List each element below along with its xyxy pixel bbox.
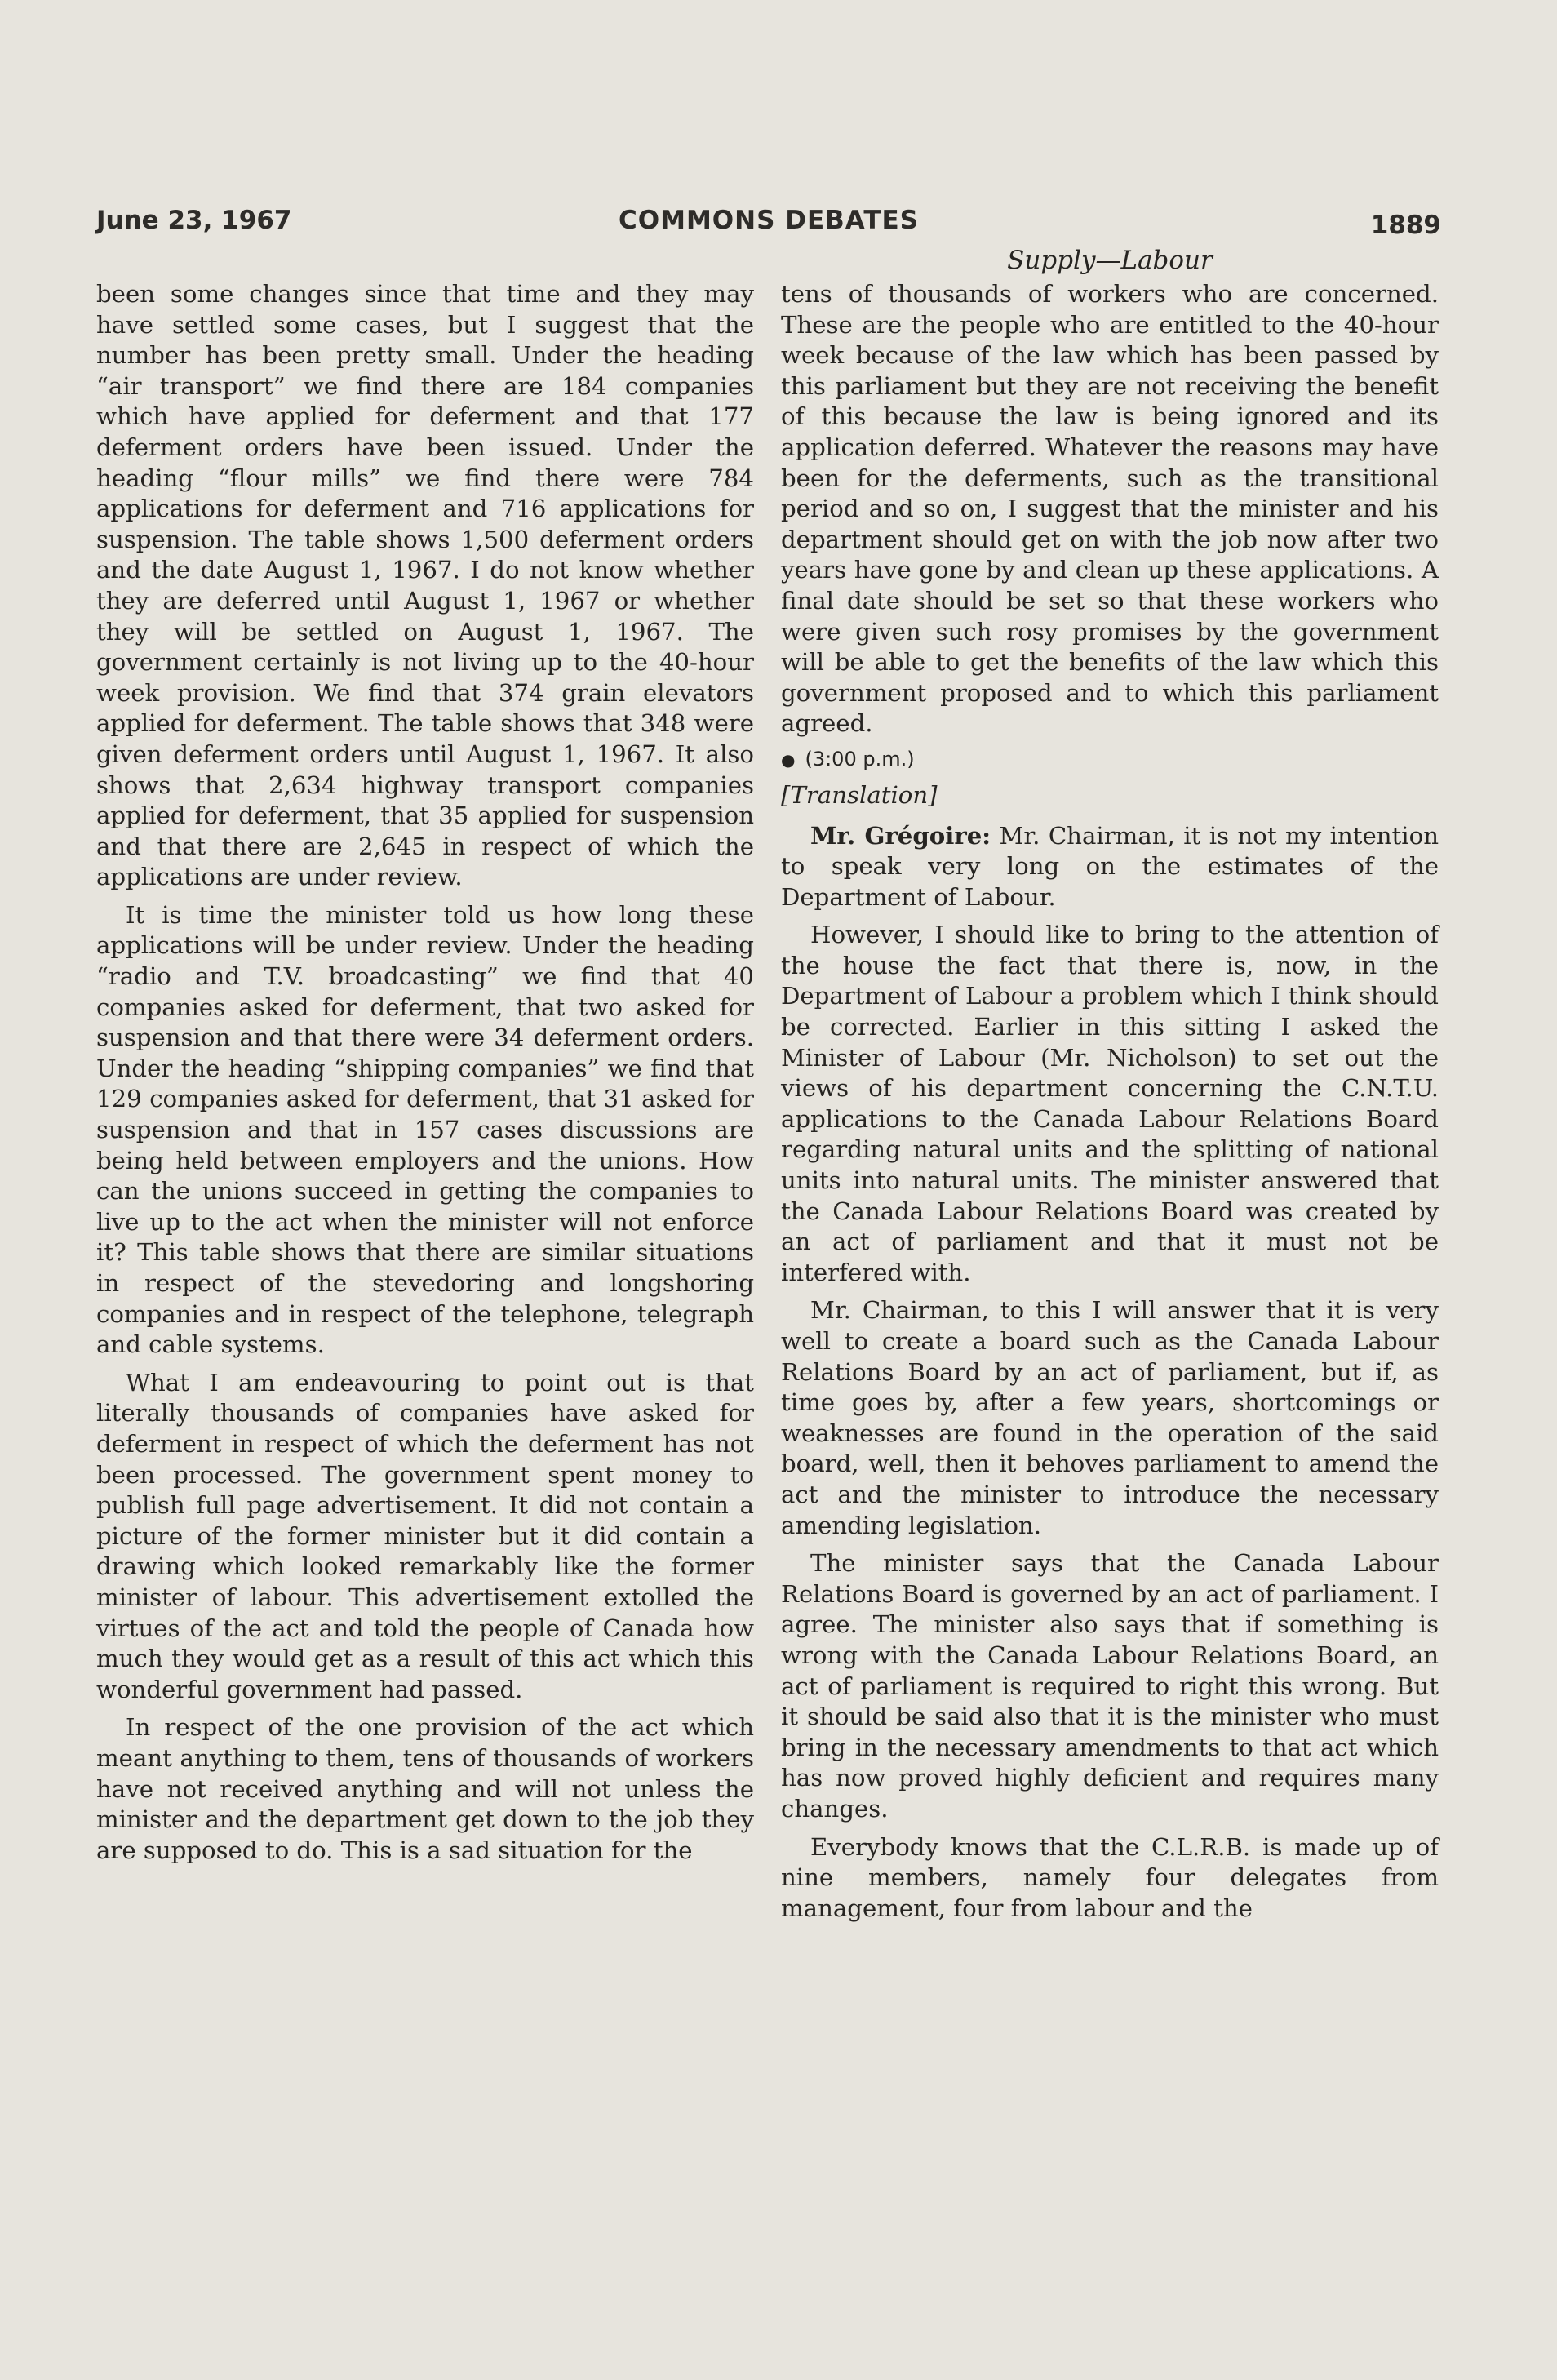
paragraph: It is time the minister told us how long these applications will be under review. Under the heading “radio and T.V. broadcasting” we find that 40 companies asked for deferment, that two asked for suspension and that there were 34 deferment orders. Under the heading “shipping companies” we find that 129 companies asked for deferment, that 31 asked for suspension and that in 157 cases discussions are being held between employers and the unions. How can the unions succeed in getting the companies to live up to the act when the minister will not enforce it? This table shows that there are similar situations in respect of the stevedoring and longshoring companies and in respect of the telephone, telegraph and cable systems. (96, 900, 754, 1359)
header-date: June 23, 1967 (96, 206, 292, 235)
paragraph: What I am endeavouring to point out is that literally thousands of companies have asked for deferment in respect of which the deferment has not been processed. The government spent money to publish full page advertisement. It did not contain a picture of the former minister but it did contain a drawing which looked remarkably like the former minister of labour. This advertisement extolled the virtues of the act and told the people of Canada how much they would get as a result of this act which this wonderful government had passed. (96, 1368, 754, 1703)
running-head: Supply—Labour (1007, 246, 1213, 275)
translation-label: [Translation] (781, 780, 938, 809)
paragraph: been some changes since that time and they may have settled some cases, but I suggest that the number has been pretty small. Under the heading “air transport” we find there are 184 companies which have applied for deferment and that 177 deferment orders have been issued. Under the heading “flour mills” we find there were 784 applications for deferment and 716 applications for suspension. The table shows 1,500 deferment orders and the date August 1, 1967. I do not know whether they are deferred until August 1, 1967 or whether they will be settled on August 1, 1967. The government certainly is not living up to the 40-hour week provision. We find that 374 grain elevators applied for deferment. The table shows that 348 were given deferment orders until August 1, 1967. It also shows that 2,634 highway transport companies applied for deferment, that 35 applied for suspension and that there are 2,645 in respect of which the applications are under review. (96, 280, 754, 891)
right-column (781, 246, 1439, 1931)
speaker-paragraph (781, 821, 1439, 913)
bullet-icon: ● (781, 749, 796, 770)
speaker-text: Mr. Chairman, it is not my intention to speak very long on the estimates of the Department of Labour. (781, 821, 1439, 911)
header-title: COMMONS DEBATES (619, 206, 919, 235)
paragraph: In respect of the one provision of the act which meant anything to them, tens of thousands of workers have not received anything and will not unless the minister and the department get down to the job they are supposed to do. This is a sad situation for the (96, 1713, 754, 1864)
page-header (96, 206, 1441, 246)
paragraph: The minister says that the Canada Labour Relations Board is governed by an act of parliament. I agree. The minister also says that if something is wrong with the Canada Labour Relations Board, an act of parliament is required to right this wrong. But it should be said also that it is the minister who must bring in the necessary amendments to that act which has now proved highly deficient and requires many changes. (781, 1549, 1439, 1823)
speaker-name: Mr. Grégoire: (810, 821, 991, 850)
page-number: 1889 (1370, 211, 1441, 240)
left-column (96, 279, 754, 1873)
paragraph: tens of thousands of workers who are concerned. These are the people who are entitled to the 40-hour week because of the law which has been passed by this parliament but they are not receiving the benefit of this because the law is being ignored and its application deferred. Whatever the reasons may have been for the deferments, such as the transitional period and so on, I suggest that the minister and his department should get on with the job now after two years have gone by and clean up these applications. A final date should be set so that these workers who were given such rosy promises by the government will be able to get the benefits of the law which this government proposed and to which this parliament agreed. (781, 280, 1439, 738)
time-marker-text: (3:00 p.m.) (805, 747, 915, 770)
paragraph: However, I should like to bring to the attention of the house the fact that there is, now, in the Department of Labour a problem which I think should be corrected. Earlier in this sitting I asked the Minister of Labour (Mr. Nicholson) to set out the views of his department concerning the C.N.T.U. applications to the Canada Labour Relations Board regarding natural units and the splitting of national units into natural units. The minister answered that the Canada Labour Relations Board was created by an act of parliament and that it must not be interfered with. (781, 921, 1439, 1286)
paragraph: Everybody knows that the C.L.R.B. is made up of nine members, namely four delegates from management, four from labour and the (781, 1832, 1439, 1922)
paragraph: Mr. Chairman, to this I will answer that it is very well to create a board such as the Canada Labour Relations Board by an act of parliament, but if, as time goes by, after a few years, shortcomings or weaknesses are found in the operation of the said board, well, then it behoves parliament to amend the act and the minister to introduce the necessary amending legislation. (781, 1296, 1439, 1539)
time-marker (781, 747, 1439, 772)
